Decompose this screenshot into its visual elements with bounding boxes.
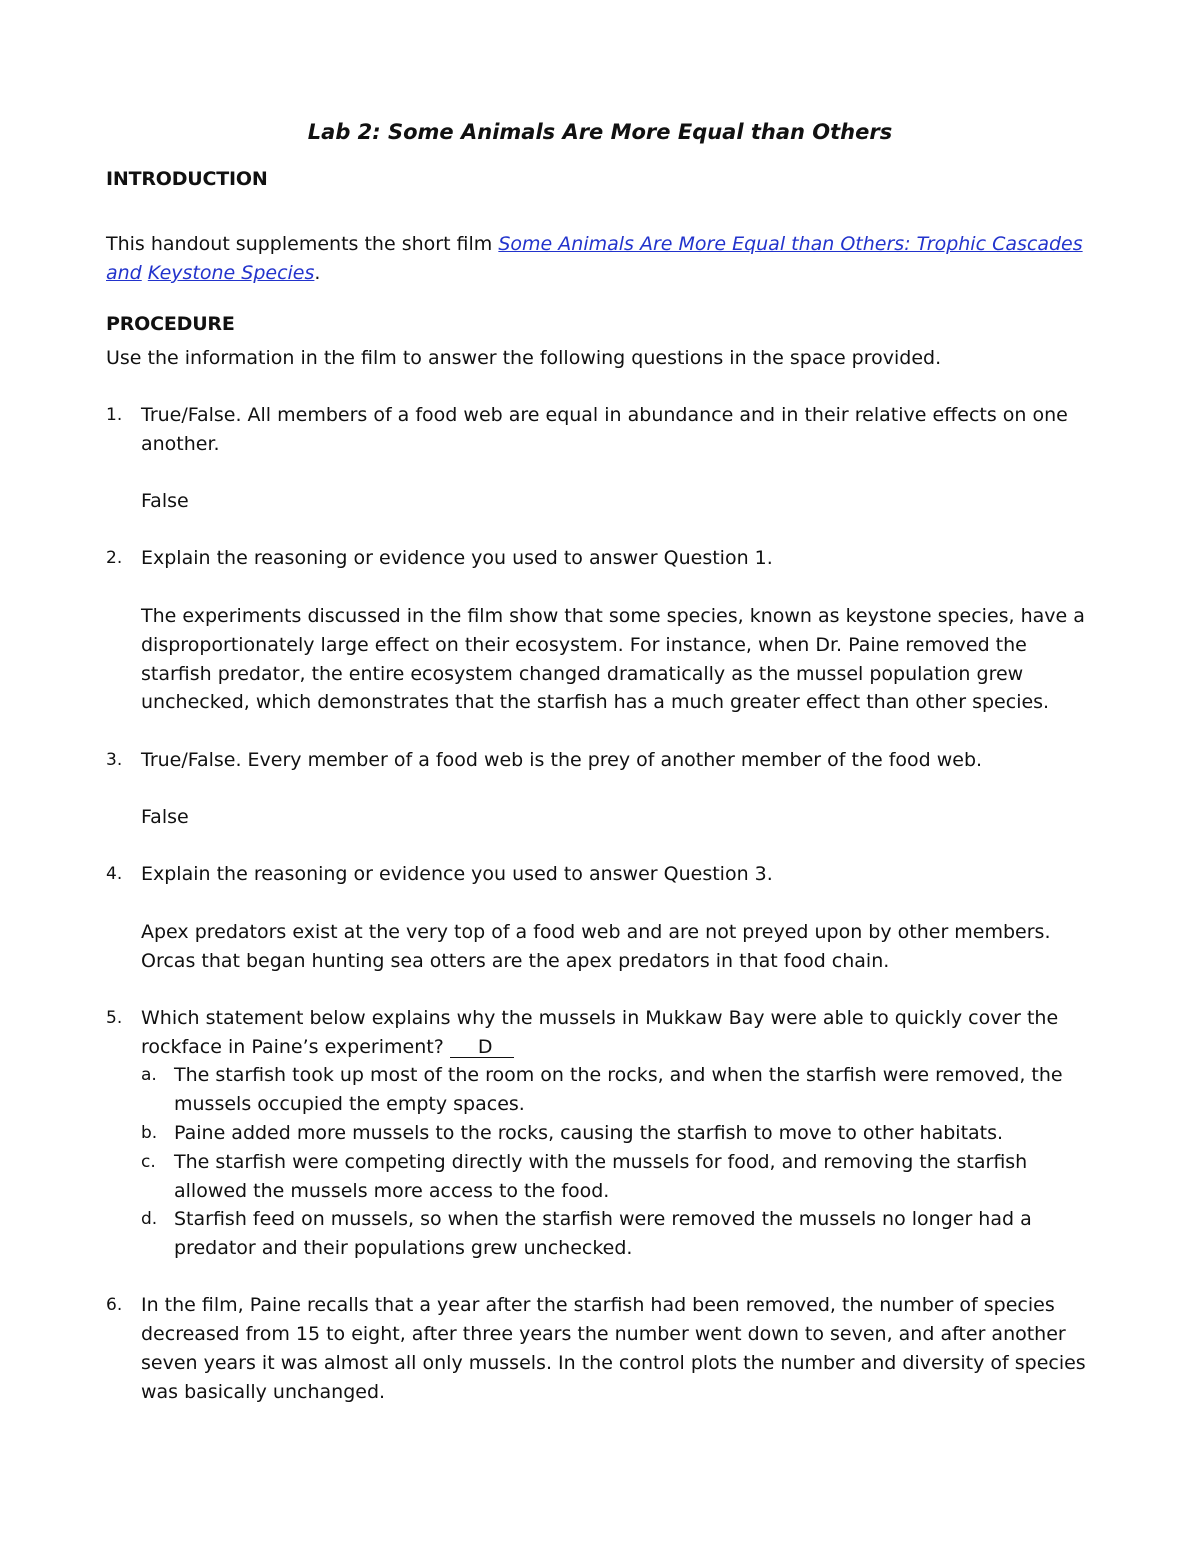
question-3-line-1: True/False. Every member of a food web is the prey of another member of the food web.: [141, 749, 983, 771]
question-1-line-2: another.: [141, 433, 220, 455]
answer-2-line-3: starfish predator, the entire ecosystem changed dramatically as the mussel population grew: [141, 663, 1024, 685]
question-5-line-1: Which statement below explains why the mussels in Mukkaw Bay were able to quickly cover the: [141, 1007, 1059, 1029]
option-letter: d.: [141, 1209, 158, 1229]
keystone-species-link[interactable]: Keystone Species: [147, 262, 315, 284]
procedure-instructions: Use the information in the film to answer the following questions in the space provided.: [106, 347, 942, 369]
question-number: 3.: [106, 750, 123, 770]
document-title: Lab 2: Some Animals Are More Equal than Others: [307, 120, 893, 144]
question-5-line-2: [141, 1035, 514, 1059]
introduction-heading: INTRODUCTION: [106, 168, 268, 190]
answer-2-line-1: The experiments discussed in the film show that some species, known as keystone species, have a: [141, 605, 1085, 627]
question-6-line-2: decreased from 15 to eight, after three years the number went down to seven, and after another: [141, 1323, 1066, 1345]
answer-2-line-4: unchecked, which demonstrates that the starfish has a much greater effect than other species.: [141, 691, 1050, 713]
question-number: 6.: [106, 1295, 123, 1315]
question-5-line-2-text: rockface in Paine’s experiment?: [141, 1036, 444, 1058]
answer-3: False: [141, 806, 189, 828]
question-1-line-1: True/False. All members of a food web are equal in abundance and in their relative effects on one: [141, 404, 1068, 426]
question-4-line-1: Explain the reasoning or evidence you used to answer Question 3.: [141, 863, 773, 885]
film-title-link-and[interactable]: and: [106, 262, 142, 284]
option-letter: b.: [141, 1123, 158, 1143]
intro-paragraph-line-2: [106, 261, 320, 285]
film-title-link[interactable]: Some Animals Are More Equal than Others: Trophic Cascades: [498, 233, 1083, 255]
option-letter: a.: [141, 1065, 157, 1085]
option-a-line-1: The starfish took up most of the room on the rocks, and when the starfish were removed, the: [174, 1064, 1063, 1086]
intro-paragraph-line-1: [106, 232, 1083, 256]
question-6-line-3: seven years it was almost all only mussels. In the control plots the number and diversity of species: [141, 1352, 1086, 1374]
answer-4-line-2: Orcas that began hunting sea otters are the apex predators in that food chain.: [141, 950, 890, 972]
question-number: 1.: [106, 405, 123, 425]
question-2-line-1: Explain the reasoning or evidence you used to answer Question 1.: [141, 547, 773, 569]
option-a-line-2: mussels occupied the empty spaces.: [174, 1093, 525, 1115]
answer-1: False: [141, 490, 189, 512]
answer-4-line-1: Apex predators exist at the very top of a food web and are not preyed upon by other members.: [141, 921, 1051, 943]
question-number: 2.: [106, 548, 123, 568]
answer-2-line-2: disproportionately large effect on their ecosystem. For instance, when Dr. Paine removed the: [141, 634, 1027, 656]
question-number: 4.: [106, 864, 123, 884]
option-d-line-1: Starfish feed on mussels, so when the starfish were removed the mussels no longer had a: [174, 1208, 1032, 1230]
question-6-line-4: was basically unchanged.: [141, 1381, 386, 1403]
answer-5-blank: D: [450, 1037, 515, 1058]
option-d-line-2: predator and their populations grew unchecked.: [174, 1237, 633, 1259]
intro-text: This handout supplements the short film: [106, 233, 499, 255]
option-c-line-2: allowed the mussels more access to the food.: [174, 1180, 610, 1202]
option-letter: c.: [141, 1152, 156, 1172]
question-number: 5.: [106, 1008, 123, 1028]
option-c-line-1: The starfish were competing directly with the mussels for food, and removing the starfish: [174, 1151, 1028, 1173]
question-6-line-1: In the film, Paine recalls that a year after the starfish had been removed, the number of species: [141, 1294, 1055, 1316]
option-b-line-1: Paine added more mussels to the rocks, causing the starfish to move to other habitats.: [174, 1122, 1004, 1144]
procedure-heading: PROCEDURE: [106, 313, 235, 335]
intro-period: .: [314, 262, 321, 284]
